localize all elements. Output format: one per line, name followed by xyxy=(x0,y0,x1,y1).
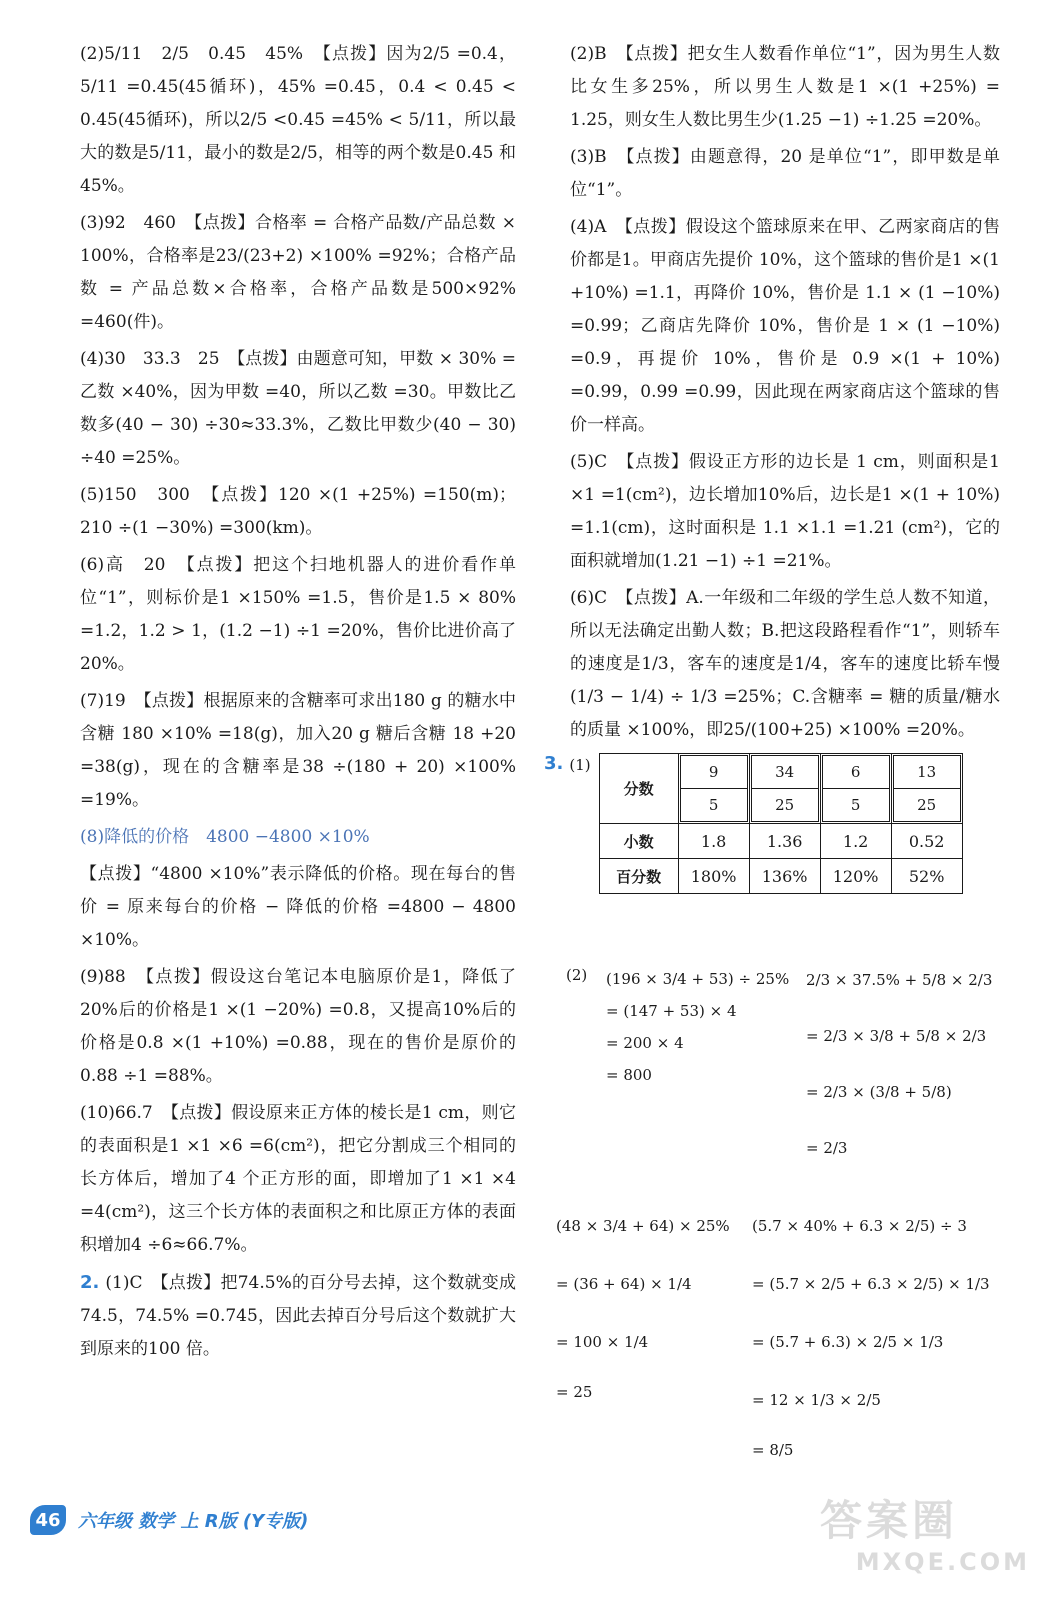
calc-step: = 800 xyxy=(606,1066,652,1084)
answer-6: (6)高 20 【点拨】把这个扫地机器人的进价看作单位“1”，则标价是1 ×150% =1.5，售价是1.5 × 80% =1.2，1.2 > 1，(1.2 −1) ÷1 =20%，售价比进价高了20%。 xyxy=(80,555,516,674)
choice-answer-3: (3)B 【点拨】由题意得，20 是单位“1”，即甲数是单位“1”。 xyxy=(570,147,1000,200)
calculation-4 xyxy=(752,1212,990,1464)
question-3-sub: (1) xyxy=(569,756,591,774)
calc-step: (5.7 × 40% + 6.3 × 2/5) ÷ 3 xyxy=(752,1217,967,1235)
watermark-url: MXQE.COM xyxy=(855,1548,1030,1576)
conversion-table xyxy=(599,753,963,894)
fraction: 9 5 xyxy=(680,755,748,822)
fraction: 34 25 xyxy=(751,755,819,822)
book-brand: 六年级 数学 上 R版 (Y专版) xyxy=(78,1511,309,1532)
answer-3: (3)92 460 【点拨】合格率 = 合格产品数/产品总数 × 100%，合格率是23/(23+2) ×100% =92%；合格产品数 = 产品总数×合格率，合格产品数是500×92% =460(件)。 xyxy=(80,213,516,332)
calculation-3 xyxy=(556,1212,730,1406)
watermark-text: 答案圈 xyxy=(820,1496,959,1545)
table-cell: 1.36 xyxy=(749,824,820,859)
calc-step: = 2/3 × (3/8 + 5/8) xyxy=(806,1083,952,1101)
calc-label: (2) xyxy=(566,966,588,984)
table-row xyxy=(599,824,962,859)
answer-5: (5)150 300 【点拨】120 ×(1 +25%) =150(m)；210 ÷(1 −30%) =300(km)。 xyxy=(80,485,516,538)
choice-answer-6: (6)C 【点拨】A.一年级和二年级的学生总人数不知道，所以无法确定出勤人数；B.把这段路程看作“1”，则轿车的速度是1/3，客车的速度是1/4，客车的速度比轿车慢(1/3 − 1/4) ÷ 1/3 =25%；C.含糖率 = 糖的质量/糖水的质量 ×100%，即25/(100+25) ×100% =20%。 xyxy=(570,588,1000,740)
right-column xyxy=(544,38,1000,894)
calc-step: = 8/5 xyxy=(752,1441,794,1459)
calculation-1 xyxy=(606,966,789,1088)
question-number: 2. xyxy=(80,1272,100,1293)
table-row xyxy=(599,859,962,894)
answer-9: (9)88 【点拨】假设这台笔记本电脑原价是1，降低了20%后的价格是1 ×(1 −20%) =0.8，又提高10%后的价格是0.8 ×(1 +10%) =0.88，现在的售价是原价的 0.88 ÷1 =88%。 xyxy=(80,967,516,1086)
table-header: 百分数 xyxy=(599,859,678,894)
calc-step: = 2/3 × 3/8 + 5/8 × 2/3 xyxy=(806,1027,987,1045)
question-2-text: (1)C 【点拨】把74.5%的百分号去掉，这个数就变成74.5，74.5% =0.745，因此去掉百分号后这个数就扩大到原来的100 倍。 xyxy=(80,1273,516,1359)
page-number: 46 xyxy=(30,1505,66,1535)
question-3-block xyxy=(544,753,1000,894)
left-column xyxy=(80,38,516,1370)
answer-8-hint: 【点拨】“4800 ×10%”表示降低的价格。现在每台的售价 = 原来每台的价格 − 降低的价格 =4800 − 4800 ×10%。 xyxy=(80,864,516,950)
page-footer xyxy=(30,1500,450,1540)
question-number: 3. xyxy=(544,753,564,774)
calc-step: = 2/3 xyxy=(806,1139,848,1157)
table-cell: 136% xyxy=(749,859,820,894)
calc-step: = 200 × 4 xyxy=(606,1034,684,1052)
question-2-answer-1 xyxy=(80,1266,516,1366)
table-row xyxy=(599,754,962,824)
calc-step: = 12 × 1/3 × 2/5 xyxy=(752,1391,881,1409)
fraction: 13 25 xyxy=(893,755,961,822)
answer-4: (4)30 33.3 25 【点拨】由题意可知，甲数 × 30% = 乙数 ×40%，因为甲数 =40，所以乙数 =30。甲数比乙数多(40 − 30) ÷30≈33.3%，乙数比甲数少(40 − 30) ÷40 =25%。 xyxy=(80,349,516,468)
table-cell: 0.52 xyxy=(891,824,962,859)
table-header: 小数 xyxy=(599,824,678,859)
answer-10: (10)66.7 【点拨】假设原来正方体的棱长是1 cm，则它的表面积是1 ×1 ×6 =6(cm²)，把它分割成三个相同的长方体后，增加了4 个正方形的面，即增加了1 ×1 ×4 =4(cm²)，这三个长方体的表面积之和比原正方体的表面积增加4 ÷6≈66.7%。 xyxy=(80,1103,516,1255)
calc-step: 2/3 × 37.5% + 5/8 × 2/3 xyxy=(806,971,993,989)
table-header: 分数 xyxy=(599,754,678,824)
calc-step: = 100 × 1/4 xyxy=(556,1333,649,1351)
table-cell xyxy=(678,754,749,824)
answer-8-fill: (8)降低的价格 4800 −4800 ×10% xyxy=(80,827,370,847)
table-cell: 180% xyxy=(678,859,749,894)
table-cell: 1.2 xyxy=(820,824,891,859)
table-cell xyxy=(749,754,820,824)
calc-step: = (5.7 + 6.3) × 2/5 × 1/3 xyxy=(752,1333,944,1351)
fraction: 6 5 xyxy=(822,755,890,822)
watermark-logo xyxy=(820,1488,1030,1588)
answer-7: (7)19 【点拨】根据原来的含糖率可求出180 g 的糖水中含糖 180 ×10% =18(g)，加入20 g 糖后含糖 18 +20 =38(g)，现在的含糖率是38 ÷(180 + 20) ×100% =19%。 xyxy=(80,691,516,810)
table-cell: 52% xyxy=(891,859,962,894)
table-cell: 1.8 xyxy=(678,824,749,859)
choice-answer-4: (4)A 【点拨】假设这个篮球原来在甲、乙两家商店的售价都是1。甲商店先提价 10%，这个篮球的售价是1 ×(1 +10%) =1.1，再降价 10%，售价是 1.1 × (1 −10%) =0.99；乙商店先降价 10%，售价是 1 × (1 −10%) =0.9，再提价 10%，售价是 0.9 ×(1 + 10%) =0.99，0.99 =0.99，因此现在两家商店这个篮球的售价一样高。 xyxy=(570,217,1000,435)
calc-step: (48 × 3/4 + 64) × 25% xyxy=(556,1217,730,1235)
calc-step: = 25 xyxy=(556,1383,593,1401)
choice-answer-2: (2)B 【点拨】把女生人数看作单位“1”，因为男生人数比女生多25%，所以男生人数是1 ×(1 +25%) = 1.25，则女生人数比男生少(1.25 −1) ÷1.25 =20%。 xyxy=(570,44,1000,130)
table-cell xyxy=(820,754,891,824)
calc-step: = (5.7 × 2/5 + 6.3 × 2/5) × 1/3 xyxy=(752,1275,990,1293)
table-cell: 120% xyxy=(820,859,891,894)
answer-2: (2)5/11 2/5 0.45 45% 【点拨】因为2/5 =0.4，5/11 =0.45(45循环)，45% =0.45，0.4 < 0.45 < 0.45(45循环)，所以2/5 <0.45 =45% < 5/11，所以最大的数是5/11，最小的数是2/5，相等的两个数是0.45 和45%。 xyxy=(80,44,516,196)
calc-step: (196 × 3/4 + 53) ÷ 25% xyxy=(606,970,790,988)
calc-step: = (147 + 53) × 4 xyxy=(606,1002,737,1020)
calculation-2 xyxy=(806,966,992,1162)
choice-answer-5: (5)C 【点拨】假设正方形的边长是 1 cm，则面积是1 ×1 =1(cm²)，边长增加10%后，边长是1 ×(1 + 10%) =1.1(cm)，这时面积是 1.1 ×1.1 =1.21 (cm²)，它的面积就增加(1.21 −1) ÷1 =21%。 xyxy=(570,452,1000,571)
table-cell xyxy=(891,754,962,824)
calc-step: = (36 + 64) × 1/4 xyxy=(556,1275,692,1293)
